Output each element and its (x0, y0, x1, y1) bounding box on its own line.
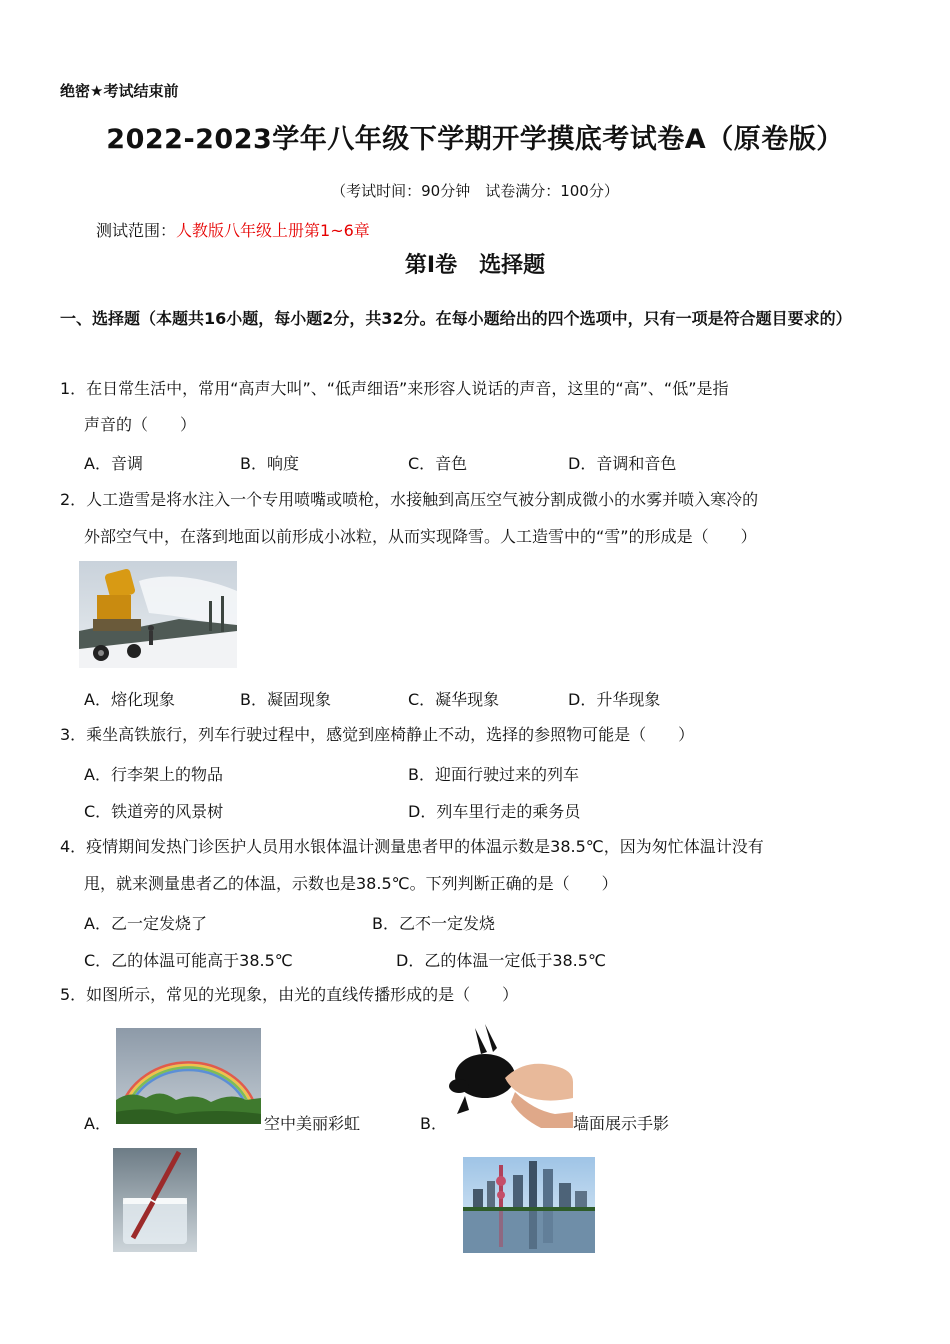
q2-option-c: C．凝华现象 (408, 690, 500, 709)
scope-value: 人教版八年级上册第1~6章 (176, 221, 370, 240)
q3-option-a: A．行李架上的物品 (84, 765, 223, 784)
section-heading: 一、选择题（本题共16小题，每小题2分，共32分。在每小题给出的四个选项中，只有一项是符合题目要求的） (60, 309, 852, 328)
q4-option-d: D．乙的体温一定低于38.5℃ (396, 951, 606, 970)
q5-option-b-text: 墙面展示手影 (573, 1114, 670, 1133)
q3-option-d: D．列车里行走的乘务员 (408, 802, 581, 821)
q5-option-a-text: 空中美丽彩虹 (264, 1114, 361, 1133)
q1-option-a: A．音调 (84, 454, 143, 473)
pencil-in-water-photo (113, 1148, 197, 1252)
question-1-line-1: 1．在日常生活中，常用“高声大叫”、“低声细语”来形容人说话的声音，这里的“高”、“低”是指 (60, 379, 729, 398)
q2-option-b: B．凝固现象 (240, 690, 331, 709)
test-scope (96, 218, 370, 241)
scope-label: 测试范围： (96, 221, 177, 240)
rainbow-photo (116, 1028, 261, 1124)
q1-option-c: C．音色 (408, 454, 468, 473)
q4-option-b: B．乙不一定发烧 (372, 914, 495, 933)
q3-option-b: B．迎面行驶过来的列车 (408, 765, 579, 784)
q1-option-b: B．响度 (240, 454, 299, 473)
question-4-line-1: 4．疫情期间发热门诊医护人员用水银体温计测量患者甲的体温示数是38.5℃，因为匆忙体温计没有 (60, 837, 764, 856)
question-1-line-2: 声音的（ ） (84, 415, 197, 434)
question-2-line-2: 外部空气中，在落到地面以前形成小冰粒，从而实现降雪。人工造雪中的“雪”的形成是（ ） (84, 527, 757, 546)
part-title: 第Ⅰ卷 选择题 (404, 253, 546, 278)
q2-option-d: D．升华现象 (568, 690, 661, 709)
question-2-line-1: 2．人工造雪是将水注入一个专用喷嘴或喷枪，水接触到高压空气被分割成微小的水雾并喷入寒冷的 (60, 490, 759, 509)
city-reflection-photo (463, 1157, 595, 1253)
q4-option-c: C．乙的体温可能高于38.5℃ (84, 951, 293, 970)
exam-meta: （考试时间：90分钟 试卷满分：100分） (331, 182, 619, 200)
question-4-line-2: 甩，就来测量患者乙的体温，示数也是38.5℃。下列判断正确的是（ ） (84, 874, 618, 893)
confidential-notice: 绝密★考试结束前 (60, 82, 179, 100)
q3-option-c: C．铁道旁的风景树 (84, 802, 224, 821)
hand-shadow-photo (445, 1018, 573, 1128)
q4-option-a: A．乙一定发烧了 (84, 914, 207, 933)
page-title: 2022-2023学年八年级下学期开学摸底考试卷A（原卷版） (106, 124, 844, 155)
question-5-line-1: 5．如图所示，常见的光现象，由光的直线传播形成的是（ ） (60, 985, 519, 1004)
snow-machine-photo (79, 561, 237, 668)
question-3-line-1: 3．乘坐高铁旅行，列车行驶过程中，感觉到座椅静止不动，选择的参照物可能是（ ） (60, 725, 695, 744)
q2-option-a: A．熔化现象 (84, 690, 175, 709)
q5-option-a-letter: A． (84, 1114, 111, 1133)
q5-option-b-letter: B． (420, 1114, 447, 1133)
q1-option-d: D．音调和音色 (568, 454, 677, 473)
